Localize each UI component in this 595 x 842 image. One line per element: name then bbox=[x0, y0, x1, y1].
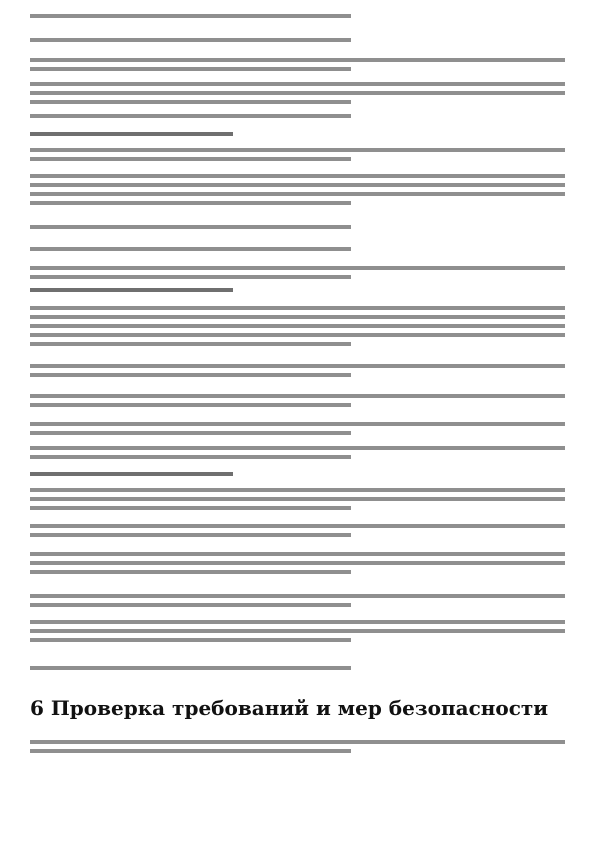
body-paragraph bbox=[30, 552, 565, 579]
body-paragraph bbox=[30, 266, 565, 284]
section-heading: 6 Проверка требований и мер безопасности bbox=[30, 696, 549, 720]
body-paragraph bbox=[30, 594, 565, 612]
body-paragraph bbox=[30, 446, 565, 464]
body-paragraph bbox=[30, 58, 565, 76]
body-paragraph bbox=[30, 247, 565, 256]
body-paragraph bbox=[30, 38, 565, 47]
body-paragraph bbox=[30, 666, 565, 675]
subsection-heading bbox=[30, 288, 565, 297]
body-paragraph bbox=[30, 14, 565, 23]
body-paragraph bbox=[30, 364, 565, 382]
body-paragraph bbox=[30, 524, 565, 542]
body-paragraph bbox=[30, 740, 565, 758]
body-paragraph bbox=[30, 82, 565, 109]
body-paragraph bbox=[30, 620, 565, 647]
subsection-heading bbox=[30, 132, 565, 141]
body-paragraph bbox=[30, 148, 565, 166]
body-paragraph bbox=[30, 394, 565, 412]
body-paragraph bbox=[30, 422, 565, 440]
body-paragraph bbox=[30, 174, 565, 210]
body-paragraph bbox=[30, 114, 565, 123]
subsection-heading bbox=[30, 472, 565, 481]
body-paragraph bbox=[30, 306, 565, 351]
body-paragraph bbox=[30, 488, 565, 515]
body-paragraph bbox=[30, 225, 565, 234]
